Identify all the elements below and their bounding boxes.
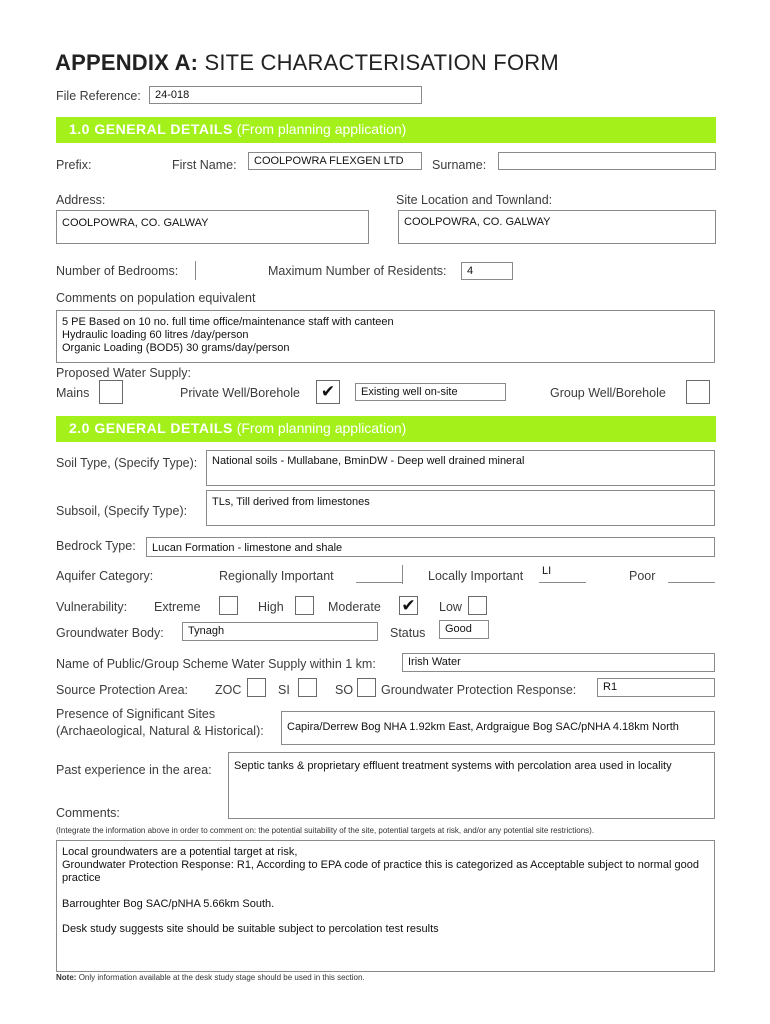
group-well-label: Group Well/Borehole [550,386,666,400]
comments-line: Desk study suggests site should be suitable subject to percolation test results [62,923,439,935]
mains-checkbox[interactable] [99,380,123,404]
comments-pe-field[interactable] [56,310,715,363]
max-residents-label: Maximum Number of Residents: [268,264,447,278]
si-checkbox[interactable] [298,678,317,697]
water-supply-label: Proposed Water Supply: [56,366,192,380]
site-location-label: Site Location and Townland: [396,193,553,207]
past-experience-label: Past experience in the area: [56,763,212,777]
so-label: SO [335,683,354,697]
max-residents-field[interactable]: 4 [461,262,513,280]
soil-type-label: Soil Type, (Specify Type): [56,456,198,470]
vuln-low-label: Low [439,600,462,614]
gw-protection-label: Groundwater Protection Response: [381,683,577,697]
status-field[interactable]: Good [439,620,489,639]
so-checkbox[interactable] [357,678,376,697]
site-location-field[interactable]: COOLPOWRA, CO. GALWAY [398,210,716,244]
mains-label: Mains [56,386,90,400]
gw-protection-field[interactable]: R1 [597,678,715,697]
scheme-label: Name of Public/Group Scheme Water Supply within 1 km: [56,657,376,671]
private-well-label: Private Well/Borehole [180,386,300,400]
aquifer-regional-field[interactable] [356,565,402,583]
aquifer-label: Aquifer Category: [56,569,154,583]
gw-body-label: Groundwater Body: [56,626,164,640]
vuln-extreme-checkbox[interactable] [219,596,238,615]
first-name-label: First Name: [172,158,237,172]
comments-pe-line: Hydraulic loading 60 litres /day/person [62,329,249,341]
prefix-label: Prefix: [56,158,92,172]
aquifer-divider [402,565,403,584]
si-label: SI [278,683,290,697]
vuln-moderate-label: Moderate [328,600,381,614]
page-title: APPENDIX A: SITE CHARACTERISATION FORM [55,50,559,75]
scheme-field[interactable]: Irish Water [402,653,715,672]
vuln-moderate-checkbox[interactable]: ✔ [399,596,418,615]
aquifer-poor-label: Poor [629,569,656,583]
comments-label: Comments: [56,806,120,820]
status-label: Status [390,626,426,640]
sig-sites-field[interactable]: Capira/Derrew Bog NHA 1.92km East, Ardgraigue Bog SAC/pNHA 4.18km North [281,711,715,745]
bedrock-label: Bedrock Type: [56,539,136,553]
surname-field[interactable] [498,152,716,170]
comments-instruction: (Integrate the information above in order to comment on: the potential suitability of the site, potential targets at risk, and/or any potential site restrictions). [56,826,595,835]
aquifer-local-field[interactable]: LI [539,565,586,583]
first-name-field[interactable]: COOLPOWRA FLEXGEN LTD [248,152,422,170]
vuln-low-checkbox[interactable] [468,596,487,615]
subsoil-label: Subsoil, (Specify Type): [56,504,188,518]
zoc-checkbox[interactable] [247,678,266,697]
comments-field[interactable] [56,840,715,972]
vuln-high-label: High [258,600,284,614]
subsoil-field[interactable]: TLs, Till derived from limestones [206,490,715,526]
bedrooms-label: Number of Bedrooms: [56,264,179,278]
source-protection-label: Source Protection Area: [56,683,189,697]
aquifer-poor-field[interactable] [668,565,715,583]
aquifer-local-label: Locally Important [428,569,524,583]
address-label: Address: [56,193,106,207]
file-reference-label: File Reference: [56,89,141,103]
address-field[interactable]: COOLPOWRA, CO. GALWAY [56,210,369,244]
bedrock-field[interactable]: Lucan Formation - limestone and shale [146,537,715,557]
comments-line: Local groundwaters are a potential target at risk, [62,846,298,858]
vuln-extreme-label: Extreme [154,600,201,614]
comments-pe-label: Comments on population equivalent [56,291,256,305]
vuln-high-checkbox[interactable] [295,596,314,615]
comments-pe-line: Organic Loading (BOD5) 30 grams/day/person [62,342,290,354]
aquifer-regional-label: Regionally Important [219,569,334,583]
private-well-checkbox[interactable]: ✔ [316,380,340,404]
vulnerability-label: Vulnerability: [56,600,128,614]
soil-type-field[interactable]: National soils - Mullabane, BminDW - Deep well drained mineral [206,450,715,486]
comments-pe-line: 5 PE Based on 10 no. full time office/maintenance staff with canteen [62,316,394,328]
file-reference-field[interactable]: 24-018 [149,86,422,104]
comments-line: Groundwater Protection Response: R1, According to EPA code of practice this is categorized as Acceptable subject to normal good practice [62,859,699,884]
group-well-checkbox[interactable] [686,380,710,404]
bedrooms-field[interactable] [195,261,196,280]
private-well-note-field[interactable]: Existing well on-site [355,383,506,401]
zoc-label: ZOC [215,683,242,697]
section-1-heading: 1.0 GENERAL DETAILS (From planning application) [56,117,716,143]
sig-sites-label-2: (Archaeological, Natural & Historical): [56,724,264,738]
footer-note: Note: Only information available at the desk study stage should be used in this section. [56,973,365,982]
comments-line: Barroughter Bog SAC/pNHA 5.66km South. [62,898,275,910]
surname-label: Surname: [432,158,487,172]
section-2-heading: 2.0 GENERAL DETAILS (From planning application) [56,416,716,442]
sig-sites-label-1: Presence of Significant Sites [56,707,216,721]
past-experience-field[interactable]: Septic tanks & proprietary effluent treatment systems with percolation area used in locality [228,752,715,819]
gw-body-field[interactable]: Tynagh [182,622,378,641]
